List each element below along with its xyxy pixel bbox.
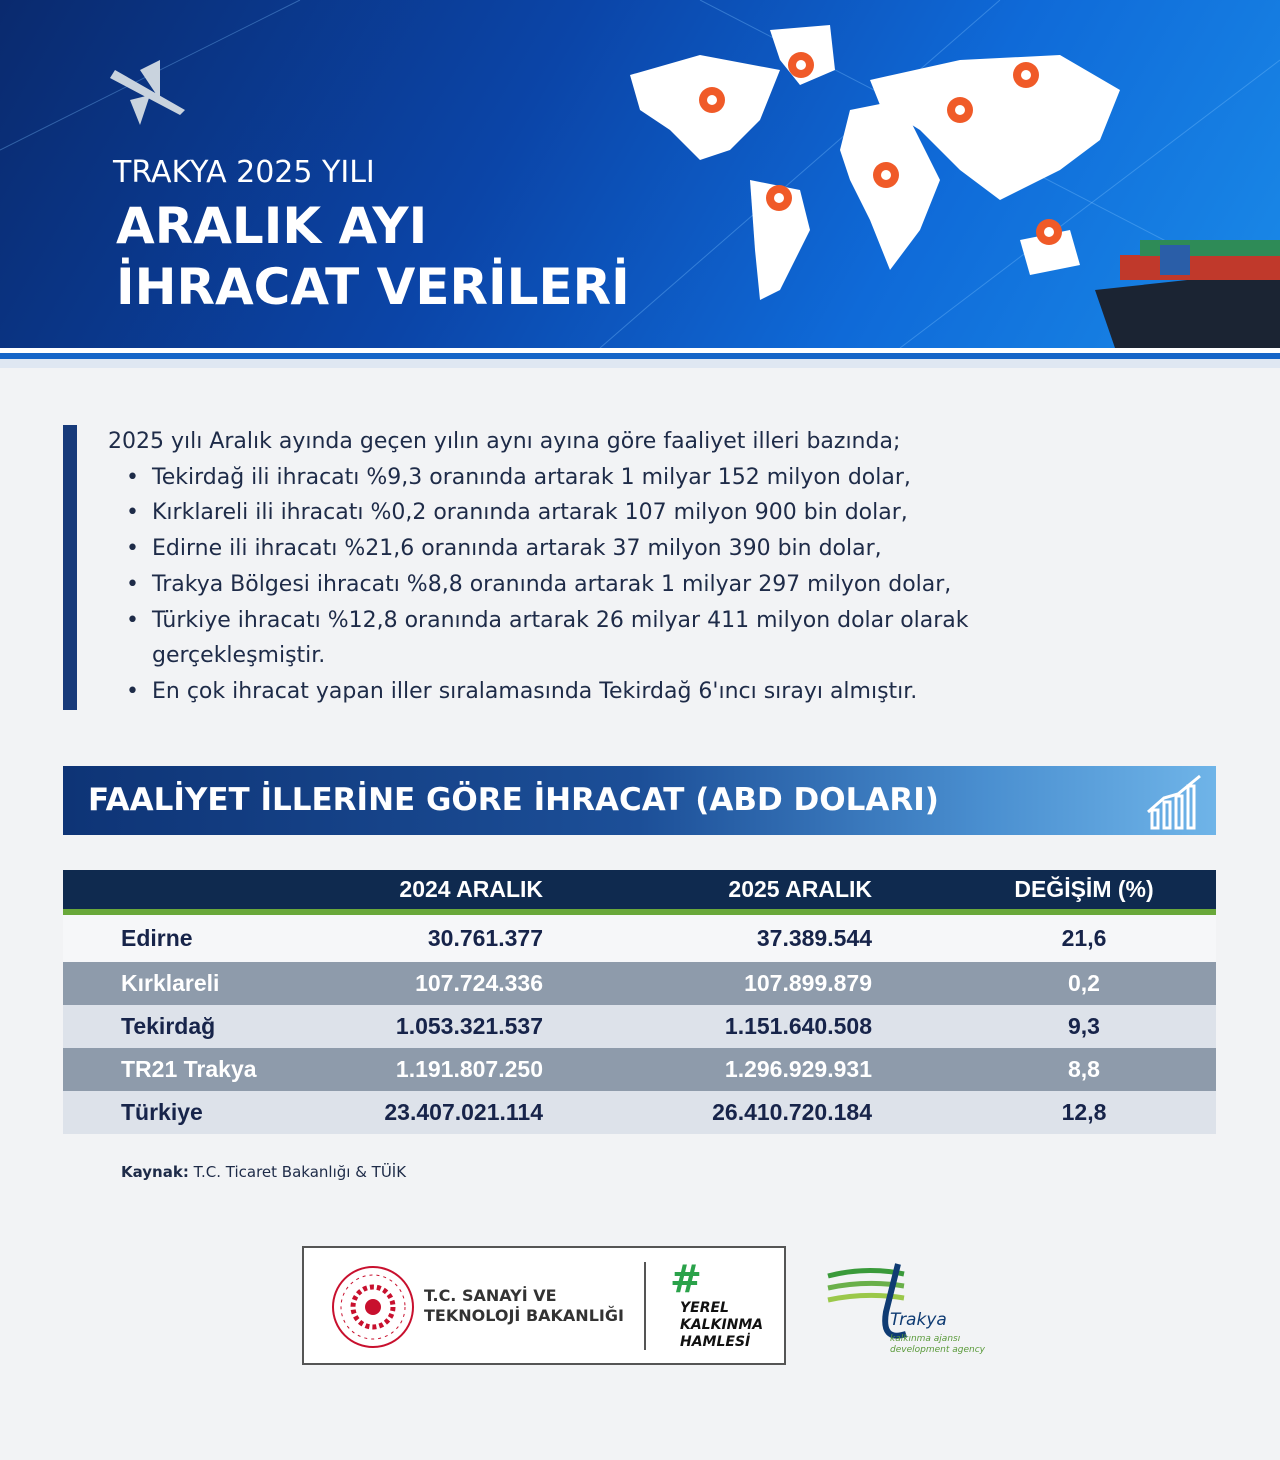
export-table — [63, 870, 1216, 1134]
list-item: • Türkiye ihracatı %12,8 oranında artarak 26 milyar 411 milyon dolar olarak gerçekleşmiştir. — [108, 603, 1088, 674]
table-row — [63, 962, 1216, 1005]
source-label: Kaynak: — [121, 1163, 189, 1181]
table-row — [63, 1091, 1216, 1134]
province-name: Türkiye — [121, 1099, 203, 1125]
campaign-word: YEREL — [680, 1300, 729, 1316]
agency-name: Trakya — [890, 1310, 947, 1330]
table-row — [63, 1005, 1216, 1048]
airplane-icon — [110, 60, 185, 125]
header-subtitle: TRAKYA 2025 YILI — [113, 155, 375, 190]
cargo-ship-illustration — [1095, 240, 1280, 348]
column-header: DEĞİŞİM (%) — [1014, 876, 1154, 902]
trakya-agency-logo — [826, 1262, 985, 1356]
ministry-name — [424, 1286, 624, 1326]
header-banner — [0, 0, 1280, 348]
ministry-seal-logo — [330, 1264, 416, 1350]
section-title: FAALİYET İLLERİNE GÖRE İHRACAT (ABD DOLARI) — [88, 782, 939, 818]
change-percent: 12,8 — [1061, 1099, 1107, 1125]
list-item: • Tekirdağ ili ihracatı %9,3 oranında artarak 1 milyar 152 milyon dolar, — [108, 460, 1208, 496]
list-item: • Trakya Bölgesi ihracatı %8,8 oranında artarak 1 milyar 297 milyon dolar, — [108, 567, 1208, 603]
province-name: Kırklareli — [121, 970, 220, 996]
change-percent: 8,8 — [1068, 1056, 1100, 1082]
list-item: • Edirne ili ihracatı %21,6 oranında artarak 37 milyon 390 bin dolar, — [108, 531, 1208, 567]
value-2025: 26.410.720.184 — [712, 1099, 872, 1125]
growth-chart-icon — [1144, 772, 1208, 832]
column-header: 2024 ARALIK — [399, 876, 543, 902]
agency-subtitle: kalkınma ajansı — [890, 1334, 961, 1344]
value-2024: 1.053.321.537 — [395, 1013, 543, 1039]
column-header — [63, 870, 313, 912]
yerel-kalkinma-logo — [670, 1258, 763, 1351]
campaign-word: HAMLESİ — [680, 1334, 751, 1350]
source-note — [121, 1163, 406, 1181]
province-name: TR21 Trakya — [121, 1056, 257, 1082]
change-percent: 9,3 — [1068, 1013, 1100, 1039]
header-title-line2: İHRACAT VERİLERİ — [116, 258, 630, 316]
value-2025: 1.151.640.508 — [724, 1013, 872, 1039]
table-row — [63, 912, 1216, 962]
source-text: T.C. Ticaret Bakanlığı & TÜİK — [188, 1163, 407, 1181]
value-2024: 1.191.807.250 — [395, 1056, 543, 1082]
province-name: Edirne — [121, 925, 193, 951]
value-2024: 23.407.021.114 — [384, 1099, 543, 1125]
hashtag-icon: # — [670, 1257, 702, 1301]
agency-subtitle: development agency — [890, 1345, 985, 1355]
header-title-line1: ARALIK AYI — [116, 197, 428, 255]
change-percent: 0,2 — [1068, 970, 1100, 996]
campaign-word: KALKINMA — [680, 1317, 764, 1333]
change-percent: 21,6 — [1061, 925, 1107, 951]
summary-accent-bar — [63, 425, 77, 710]
ministry-name-line: T.C. SANAYİ VE — [424, 1286, 557, 1305]
summary-intro: 2025 yılı Aralık ayında geçen yılın aynı ayına göre faaliyet illeri bazında; — [108, 429, 901, 454]
column-header: 2025 ARALIK — [728, 876, 872, 902]
list-item: • Kırklareli ili ihracatı %0,2 oranında artarak 107 milyon 900 bin dolar, — [108, 495, 1208, 531]
list-item: • En çok ihracat yapan iller sıralamasında Tekirdağ 6'ıncı sırayı almıştır. — [108, 674, 1208, 710]
table-header-row — [63, 870, 1216, 912]
value-2025: 37.389.544 — [756, 925, 872, 951]
province-name: Tekirdağ — [121, 1013, 216, 1039]
value-2025: 107.899.879 — [744, 970, 872, 996]
divider — [0, 359, 1280, 368]
section-banner — [63, 766, 1216, 835]
ministry-name-line: TEKNOLOJİ BAKANLIĞI — [424, 1306, 624, 1325]
logo-divider — [644, 1262, 646, 1350]
value-2024: 107.724.336 — [415, 970, 543, 996]
partner-logos-box — [302, 1246, 786, 1365]
value-2025: 1.296.929.931 — [724, 1056, 872, 1082]
table-row — [63, 1048, 1216, 1091]
value-2024: 30.761.377 — [427, 925, 543, 951]
summary-text — [108, 424, 1208, 710]
